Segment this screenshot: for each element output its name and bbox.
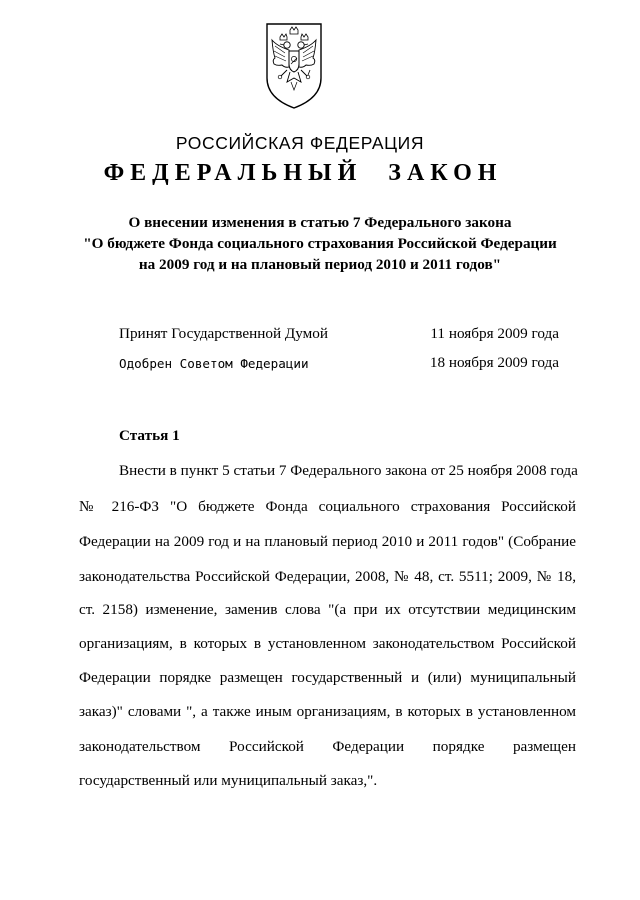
article-line: Федерации порядке размещен государственный и (или) муниципальный xyxy=(79,669,576,686)
article-line: заказ)" словами ", а также иным организациям, в которых в установленном xyxy=(79,703,576,720)
approval-date: 18 ноября 2009 года xyxy=(429,354,559,371)
article-line: законодательства Российской Федерации, 2008, № 48, ст. 5511; 2009, № 18, xyxy=(79,568,576,585)
article-line: Федерации на 2009 год и на плановый период 2010 и 2011 годов" (Собрание xyxy=(79,533,576,550)
law-title xyxy=(0,212,640,275)
country-heading: РОССИЙСКАЯ ФЕДЕРАЦИЯ xyxy=(175,133,425,153)
article-line: организациям, в которых в установленном законодательством Российской xyxy=(79,635,576,652)
article-line: Внести в пункт 5 статьи 7 Федерального закона от 25 ноября 2008 года xyxy=(119,462,578,479)
article-line: законодательством Российской Федерации порядке размещен xyxy=(79,738,576,755)
law-title-line: "О бюджете Фонда социального страхования Российской Федерации xyxy=(83,235,557,252)
law-type-heading: ФЕДЕРАЛЬНЫЙ ЗАКОН xyxy=(103,160,503,186)
adoption-row xyxy=(119,325,559,345)
article-line: ст. 2158) изменение, заменив слова "(а при их отсутствии медицинским xyxy=(79,601,576,618)
article-line: № 216-ФЗ "О бюджете Фонда социального страхования Российской xyxy=(79,498,576,515)
adoption-date: 11 ноября 2009 года xyxy=(430,325,559,342)
approved-by: Одобрен Советом Федерации xyxy=(119,356,309,371)
article-heading: Статья 1 xyxy=(119,427,180,444)
law-title-line: О внесении изменения в статью 7 Федерального закона xyxy=(128,214,512,231)
law-title-line: на 2009 год и на плановый период 2010 и 2011 годов" xyxy=(138,256,502,273)
adoption-row xyxy=(119,354,559,374)
adopted-by: Принят Государственной Думой xyxy=(119,325,328,342)
article-line: государственный или муниципальный заказ,". xyxy=(79,772,378,789)
coat-of-arms-icon xyxy=(263,20,325,110)
